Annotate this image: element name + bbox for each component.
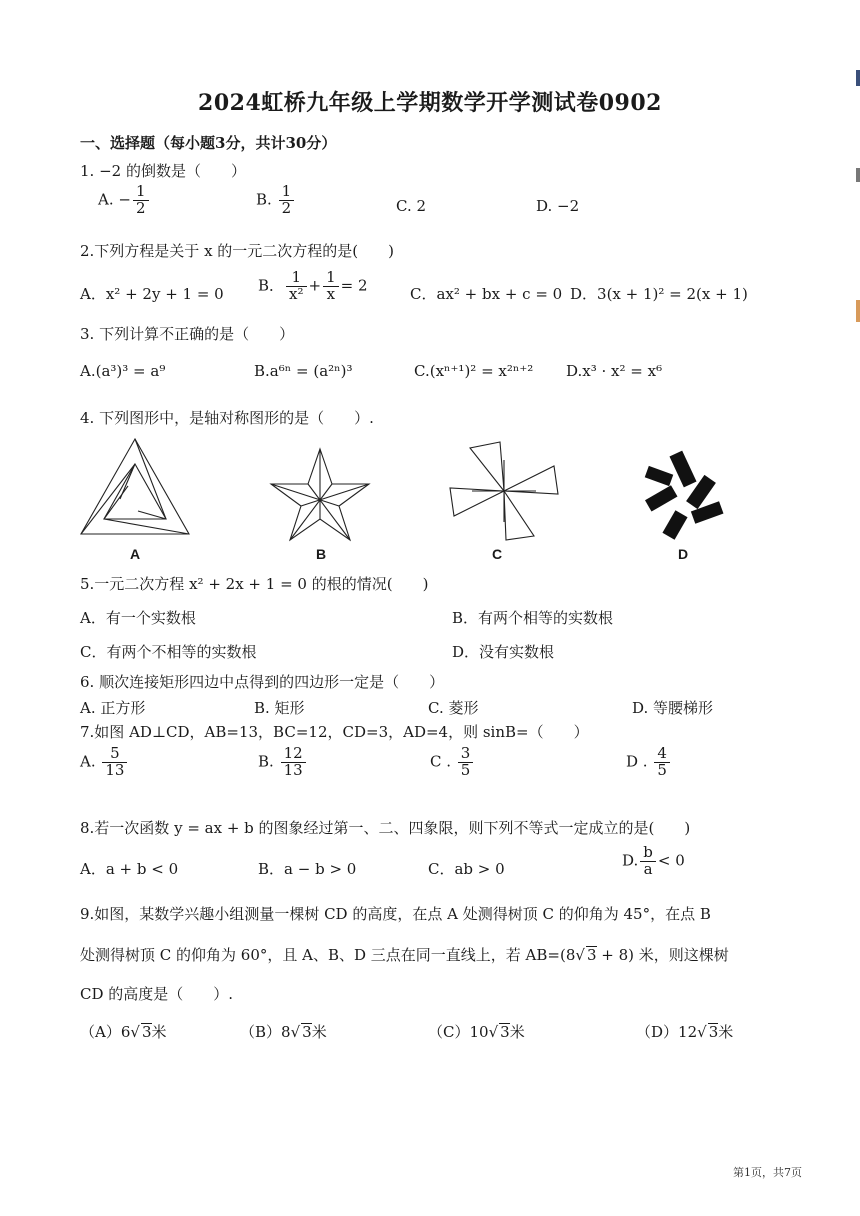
figure-b-label: B — [316, 546, 327, 562]
question-1-option-a: A. − $\frac{1}{2}$ — [98, 184, 151, 217]
question-3-option-d: D.x³ · x² = x⁶ — [566, 362, 663, 380]
figure-a-triangle — [78, 436, 192, 538]
question-8-option-d: D. $\frac{b}{a}$ < 0 — [622, 843, 685, 878]
question-1-option-b: B. $\frac{1}{2}$ — [256, 184, 296, 217]
page-number: 第1页，共7页 — [733, 1166, 802, 1179]
question-2-option-b: B． $\frac{1}{\text{x²}}$ + $\frac{1}{x}$ = 2 — [258, 268, 368, 303]
question-5-option-a: A．有一个实数根 — [80, 609, 196, 627]
question-8-option-c: C．ab > 0 — [428, 860, 505, 878]
question-5-option-b: B．有两个相等的实数根 — [452, 609, 614, 627]
question-6-option-d: D. 等腰梯形 — [632, 699, 714, 717]
section-heading: 一、选择题（每小题3分，共计30分） — [80, 134, 337, 152]
question-6-stem: 6. 顺次连接矩形四边中点得到的四边形一定是（ ） — [80, 673, 445, 691]
figure-c-label: C — [492, 546, 503, 562]
figure-b-star — [268, 446, 372, 542]
question-7-option-d: D . $\frac{4}{5}$ — [626, 746, 672, 779]
question-9-line-2: 处测得树顶 C 的仰角为 60°，且 A、B、D 三点在同一直线上，若 AB=(8√ 3 + 8) 米，则这棵树 — [80, 946, 729, 964]
question-3-option-b: B.a⁶ⁿ = (a²ⁿ)³ — [254, 362, 353, 380]
question-7-option-a: A. $\frac{5}{13}$ — [80, 746, 129, 779]
question-1-stem: 1. −2 的倒数是（ ） — [80, 162, 246, 180]
question-7-option-b: B. $\frac{12}{13}$ — [258, 746, 308, 779]
question-2-option-a: A．x² + 2y + 1 = 0 — [80, 285, 224, 303]
question-2-option-c: C．ax² + bx + c = 0 — [410, 285, 563, 303]
question-2-option-d: D．3(x + 1)² = 2(x + 1) — [570, 285, 748, 303]
question-6-option-a: A. 正方形 — [80, 699, 146, 717]
question-9-option-b: （B）8√ 3米 — [240, 1023, 327, 1041]
question-9-option-d: （D）12√ 3米 — [636, 1023, 734, 1041]
question-9-line-1: 9.如图，某数学兴趣小组测量一棵树 CD 的高度，在点 A 处测得树顶 C 的仰角为 45°，在点 B — [80, 905, 711, 923]
figure-d-rotational-shape — [638, 446, 732, 542]
question-6-option-c: C. 菱形 — [428, 699, 479, 717]
figure-a-label: A — [130, 546, 141, 562]
question-8-option-b: B．a − b > 0 — [258, 860, 357, 878]
question-5-option-c: C．有两个不相等的实数根 — [80, 643, 257, 661]
question-3-option-c: C.(xⁿ⁺¹)² = x²ⁿ⁺² — [414, 362, 534, 380]
question-9-option-a: （A）6√ 3米 — [80, 1023, 167, 1041]
edge-mark — [856, 300, 860, 322]
edge-mark — [856, 168, 860, 182]
question-3-option-a: A.(a³)³ = a⁹ — [80, 362, 166, 380]
question-6-option-b: B. 矩形 — [254, 699, 305, 717]
question-9-line-3: CD 的高度是（ ）. — [80, 985, 234, 1003]
question-3-stem: 3. 下列计算不正确的是（ ） — [80, 325, 295, 343]
question-8-option-a: A．a + b < 0 — [80, 860, 179, 878]
question-1-option-d: D. −2 — [536, 197, 580, 215]
question-1-option-c: C. 2 — [396, 197, 427, 215]
question-9-option-c: （C）10√ 3米 — [428, 1023, 525, 1041]
question-4-stem: 4. 下列图形中，是轴对称图形的是（ ）. — [80, 409, 374, 427]
question-8-stem: 8.若一次函数 y = ax + b 的图象经过第一、二、四象限，则下列不等式一定成立的是( ) — [80, 819, 691, 837]
question-7-option-c: C . $\frac{3}{5}$ — [430, 746, 475, 779]
question-2-stem: 2.下列方程是关于 x 的一元二次方程的是( ) — [80, 242, 395, 260]
page-title: 2024虹桥九年级上学期数学开学测试卷0902 — [198, 90, 662, 116]
question-5-stem: 5.一元二次方程 x² + 2x + 1 = 0 的根的情况( ) — [80, 575, 429, 593]
edge-mark — [856, 70, 860, 86]
question-5-option-d: D．没有实数根 — [452, 643, 555, 661]
figure-c-pinwheel — [448, 440, 560, 542]
figure-d-label: D — [678, 546, 689, 562]
question-7-stem: 7.如图 AD⊥CD，AB=13，BC=12，CD=3，AD=4，则 sinB=（ ） — [80, 723, 589, 741]
